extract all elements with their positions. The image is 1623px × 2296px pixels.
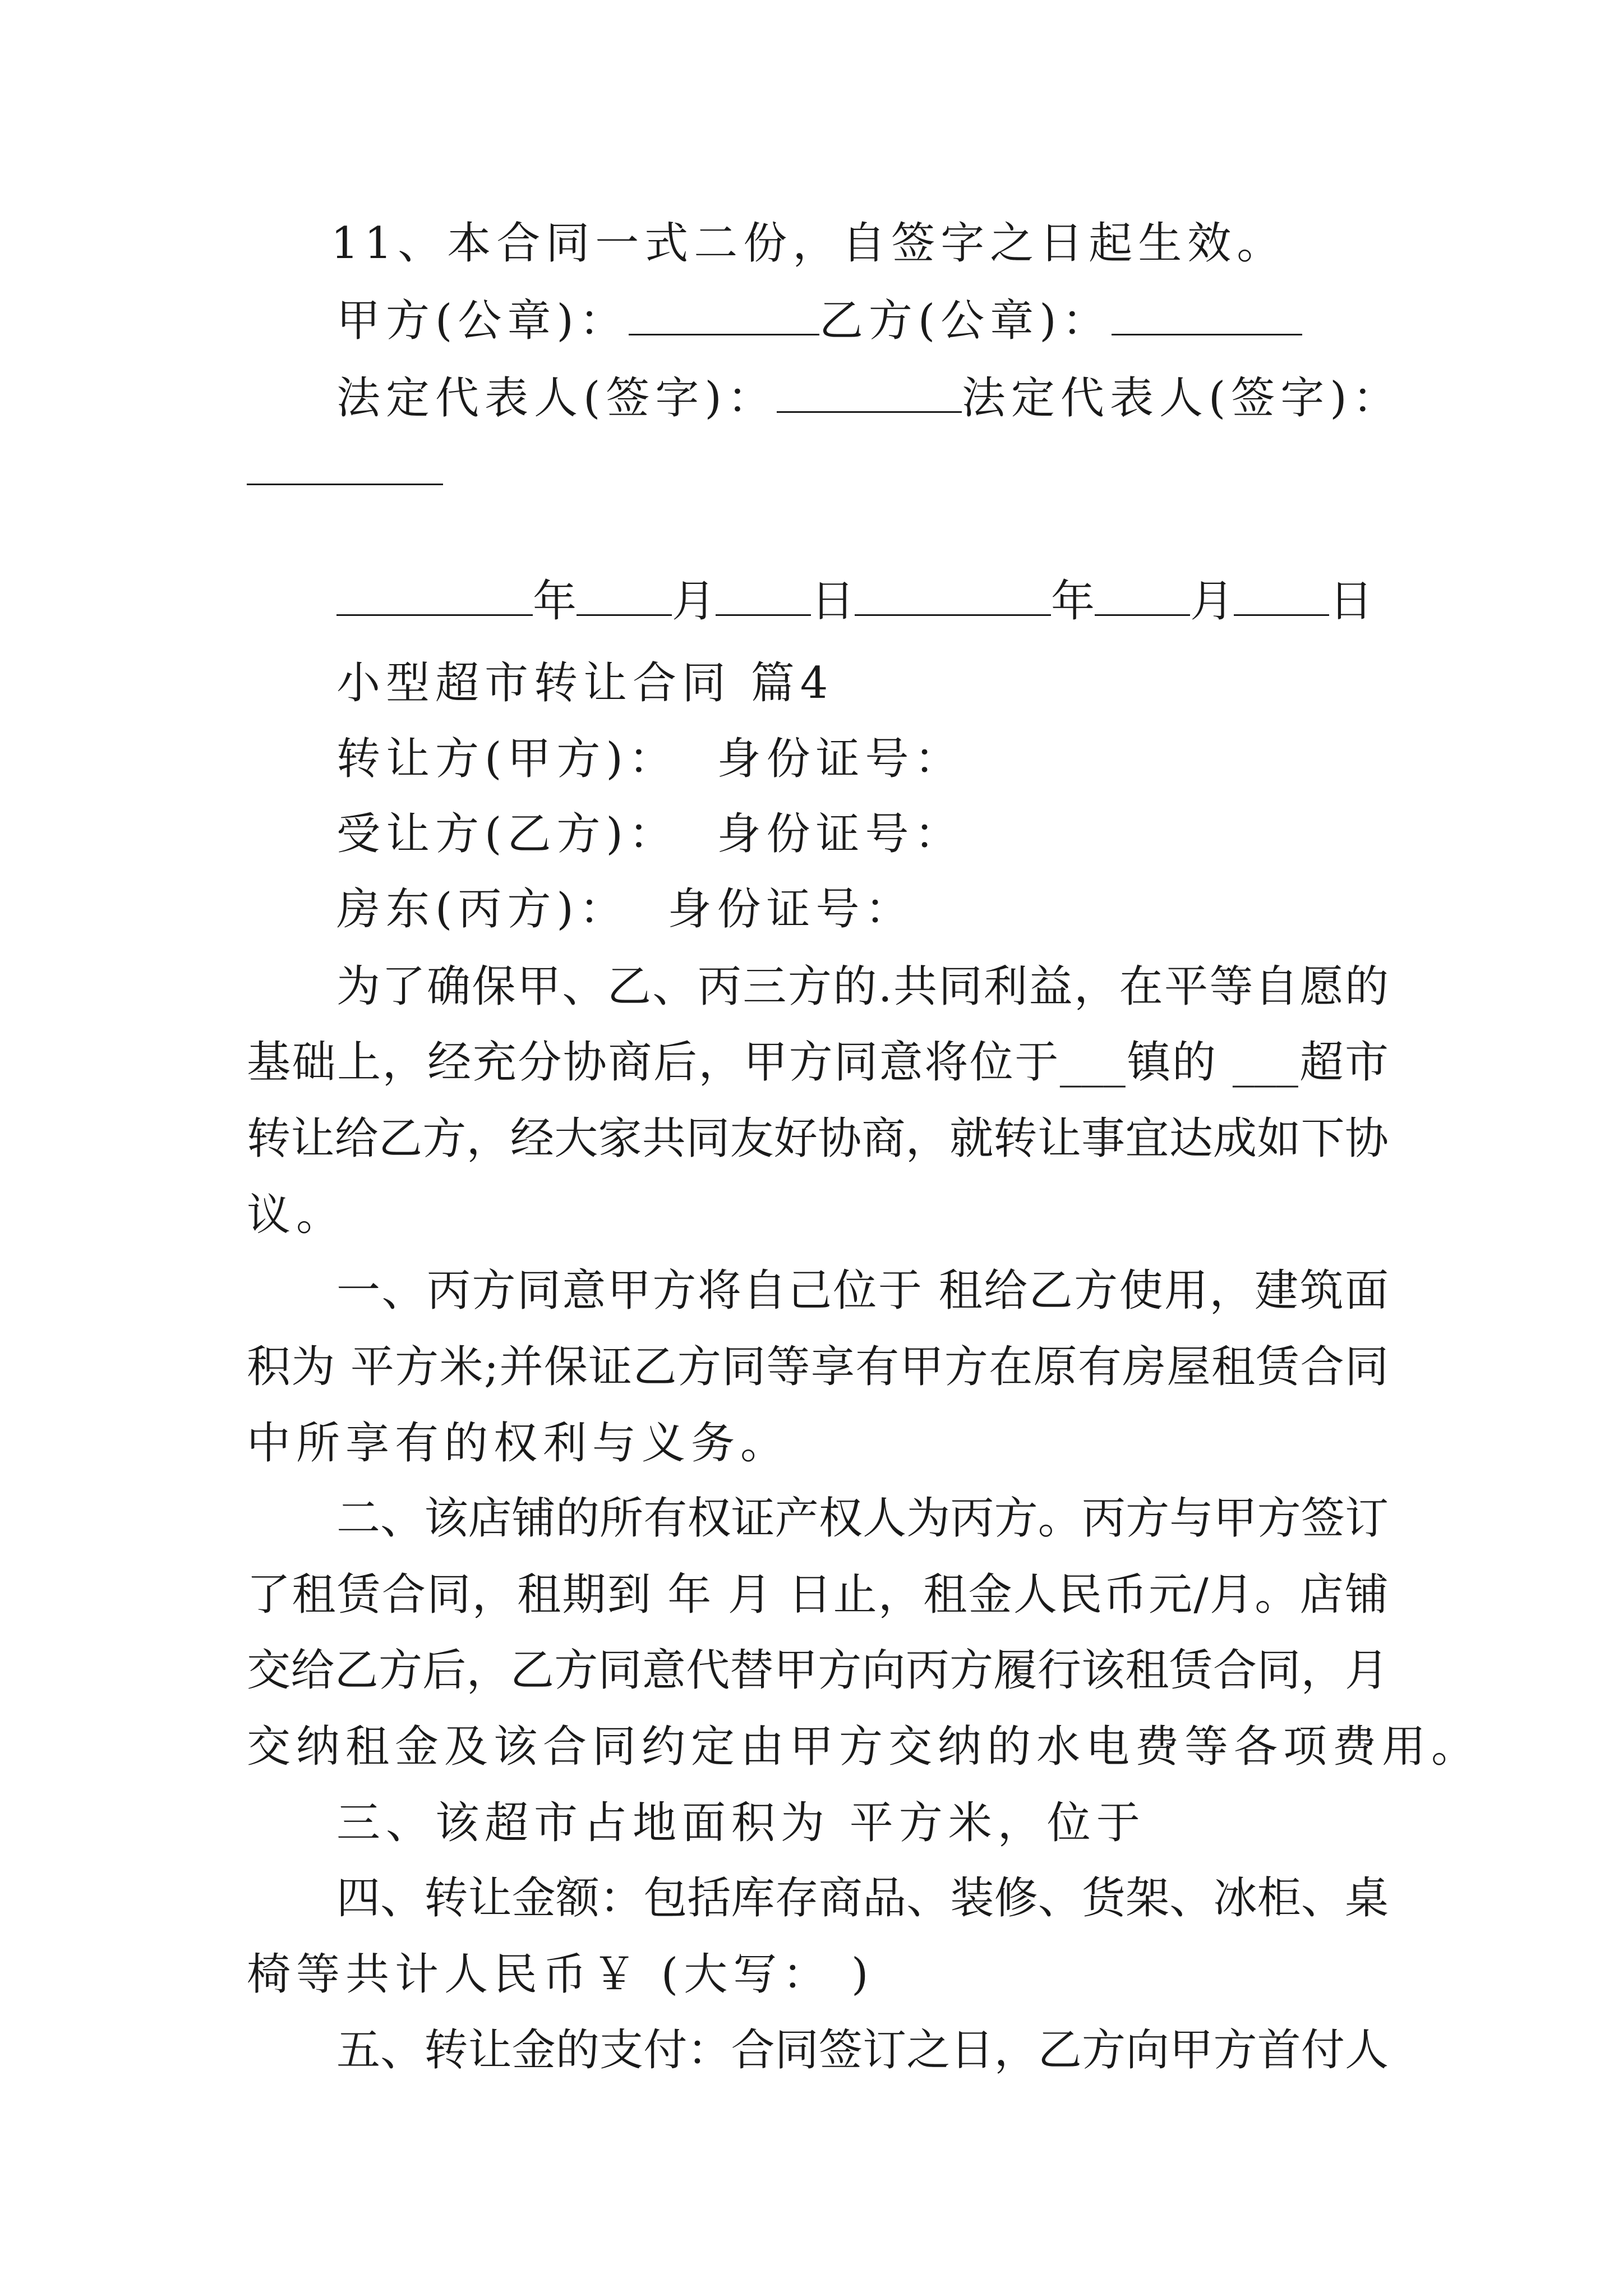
year-a-label: 年 (533, 576, 577, 627)
legal-rep-line (336, 373, 1402, 424)
article-5-line-1: 五、转让金的支付：合同签订之日，乙方向甲方首付人 (336, 2025, 1389, 2076)
month-b-label: 月 (1190, 576, 1234, 627)
party-b-seal-blank (1112, 332, 1302, 335)
legal-rep-b-label: 法定代表人(签字)： (961, 373, 1402, 424)
transferor-line: 转让方(甲方)： 身份证号： (336, 734, 964, 784)
day-b-blank (1234, 612, 1329, 616)
article-2-line-3: 交给乙方后，乙方同意代替甲方向丙方履行该租赁合同，月 (247, 1645, 1389, 1696)
day-b-label: 日 (1329, 576, 1373, 627)
legal-rep-a-blank (777, 409, 962, 413)
year-a-blank (336, 612, 533, 616)
month-a-blank (577, 612, 672, 616)
article-4-line-1: 四、转让金额：包括库存商品、装修、货架、冰柜、桌 (336, 1873, 1389, 1924)
intro-line-1: 为了确保甲、乙、丙三方的.共同利益，在平等自愿的 (336, 961, 1389, 1012)
section-title: 小型超市转让合同 篇4 (336, 658, 834, 708)
transferee-line: 受让方(乙方)： 身份证号： (336, 809, 964, 859)
intro-line-3: 转让给乙方，经大家共同友好协商，就转让事宜达成如下协 (247, 1114, 1389, 1164)
day-a-label: 日 (811, 576, 855, 627)
landlord-line: 房东(丙方)： 身份证号： (336, 884, 915, 935)
day-a-blank (716, 612, 811, 616)
article-1-line-2: 积为 平方米;并保证乙方同等享有甲方在原有房屋租赁合同 (247, 1342, 1389, 1392)
article-1-line-3: 中所享有的权利与义务。 (247, 1418, 790, 1469)
month-a-label: 月 (672, 576, 716, 627)
year-b-label: 年 (1051, 576, 1095, 627)
article-1-line-1: 一、丙方同意甲方将自己位于 租给乙方使用，建筑面 (336, 1266, 1389, 1316)
clause-11: 11、本合同一式二份，自签字之日起生效。 (331, 218, 1287, 269)
article-2-line-4: 交纳租金及该合同约定由甲方交纳的水电费等各项费用。 (247, 1722, 1481, 1772)
month-b-blank (1095, 612, 1190, 616)
article-3: 三、该超市占地面积为 平方米，位于 (336, 1798, 1146, 1848)
intro-line-2: 基础上，经充分协商后，甲方同意将位于___镇的 ___超市 (247, 1037, 1389, 1088)
date-line (336, 576, 1373, 627)
article-2-line-1: 二、该店铺的所有权证产权人为丙方。丙方与甲方签订 (336, 1493, 1389, 1544)
legal-rep-b-blank (247, 484, 443, 485)
party-a-seal-label: 甲方(公章)： (336, 296, 629, 346)
intro-line-4: 议。 (247, 1190, 346, 1240)
seal-line (336, 296, 1302, 346)
article-4-line-2: 椅等共计人民币￥ (大写： ) (247, 1949, 874, 2000)
legal-rep-a-label: 法定代表人(签字)： (336, 373, 777, 424)
party-a-seal-blank (629, 332, 819, 335)
party-b-seal-label: 乙方(公章)： (819, 296, 1112, 346)
year-b-blank (855, 612, 1051, 616)
article-2-line-2: 了租赁合同，租期到 年 月 日止，租金人民币元/月。店铺 (247, 1570, 1389, 1620)
